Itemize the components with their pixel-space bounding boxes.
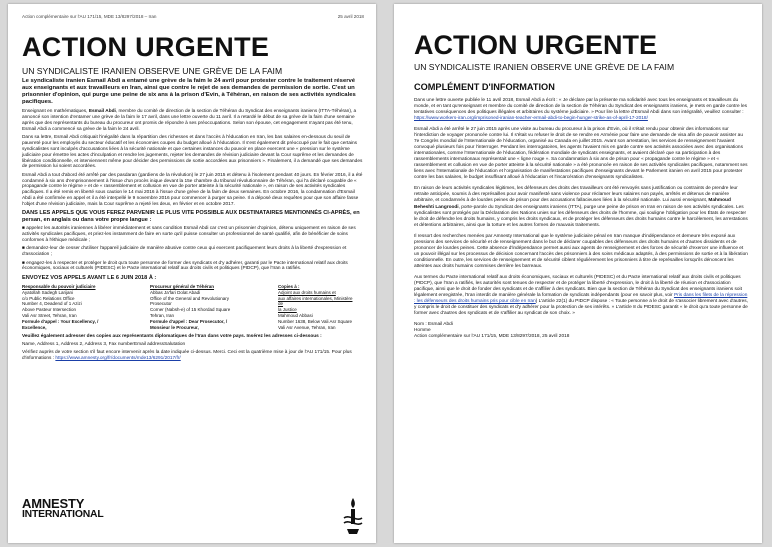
header-date: 25 avril 2018: [337, 14, 364, 19]
paragraph: Dans une lettre ouverte publiée le 11 avril 2018, Esmail Abdi a écrit : « Je déclare par la présente ma solidarité avec tous les enseignants et travailleurs du monde, et en tant qu'enseignant et membre du comité de direction de la section de Téhéran du Syndicat des enseignants iraniens, je mets en garde contre les tentatives conséquences des politiques illégales et arbitraires du système judiciaire. » Pour lire la lettre d'Esmail Abdi dans son intégralité, veuillez consulter : https://www.workers-iran.org/imprisoned-iranian-teacher-ermail-abdi-to-begin-hunger-strike-as-of-april-17-2018/: [414, 98, 747, 122]
page-subtitle: UN SYNDICALISTE IRANIEN OBSERVE UNE GRÈVE DE LA FAIM: [414, 62, 675, 72]
page-header: [22, 14, 364, 19]
addressees: [22, 284, 364, 331]
paragraph: Aux termes du Pacte international relatif aux droits économiques, sociaux et culturels (PIDESC) et du Pacte international relatif aux droits civils et politiques (PIDCP), que l'Iran a ratifiés, les autorités sont tenues de respecter et de protéger la liberté d'expression, le droit à la liberté de réunion et d'association pacifique, ainsi que le droit de fonder des syndicats et de s'affilier à des syndicats. Bien que la section de Téhéran du Syndicat des enseignants iraniens soit légalement enregistrée, l'Iran interdit de manière générale la formation de syndicats indépendants (pour en savoir plus, voir Pris dans les filets de la répression : les défenseurs des droits humains pris pour cible en Iran) L'article 22(1) du PIDCP dispose : « Toute personne a le droit de s'associer librement avec d'autres, y compris le droit de constituer des syndicats et d'y adhérer pour la protection de ses intérêts. » L'article 8 du PIDESC garantit « le droit qu'a toute personne de former avec d'autres des syndicats et de s'affilier au syndicat de son choix. »: [414, 274, 748, 316]
document-page-1: [8, 4, 376, 543]
verify-note: Vérifiez auprès de votre section s'il faut encore intervenir après la date indiquée ci-dessus. Merci. Ceci est la quatrième mise à jour de l'AU 171/15. Pour plus d'informations : https://www.amnesty.org/fr/documents/mde13/6291/2017/fr/: [22, 350, 352, 362]
report-link[interactable]: Pris dans les filets de la répression : les défenseurs des droits humains pris pour cible en Iran: [414, 292, 748, 304]
address-prosecutor: Procureur général de Téhéran Abbas Ja'fari Dolat Abadi Office of the General and Revolutionary Prosecutor Corner (Nabsh-e) of 15 Khordad Square Tehran, Iran Formule d'appel : Dear Prosecutor, / Monsieur le Procureur,: [150, 283, 231, 330]
address-judiciary: Responsable du pouvoir judiciaire Ayatollah Sadegh Larijani c/o Public Relations Office Number 4, Deadend of 1 Azizi Above Pasteur Intersection Vali Asr Street, Tehran, Iran Formule d'appel : Your Excellency, / Excellence,: [22, 283, 99, 330]
address-copies: Copies à : Adjoint aux droits humains et aux affaires internationales, Ministère de la Justice Mahmoud Abbasi Number 1638, Below Vali Asr Square Vali Asr Avenue, Tehran, Iran: [278, 283, 353, 330]
letter-link[interactable]: https://www.workers-iran.org/imprisoned-iranian-teacher-ermail-abdi-to-begin-hunger-strike-as-of-april-17-2018/: [414, 116, 648, 122]
paragraph: Esmail Abdi a été arrêté le 27 juin 2015 après une visite au bureau du procureur à la prison d'Evin, où il s'était rendu pour obtenir des informations sur l'interdiction de voyager prononcée contre lui. Il s'était vu refuser le droit de se rendre en Arménie pour faire une demande de visa afin de pouvoir assister au 7e Congrès mondial de l'Internationale de l'éducation, organisé au Canada en juillet 2015. Avant son arrestation, les services de renseignement l'avaient convoqué plusieurs fois pour l'interroger. Pendant les interrogatoires, les agents l'avaient mis en garde contre ses activités associées avec des organisations internationales, comme l'Internationale de l'éducation, fédération mondiale de syndicats enseignants, et avaient déclaré que sa participation à des rassemblements internationaux représentait une « ligne rouge ». Sa condamnation à six ans de prison pour « propagande contre le régime » et « rassemblement et collusion en vue de porter atteinte à la sécurité nationale » a été prononcée en raison de ses activités syndicales pacifiques, notamment ses liens avec l'Internationale de l'éducation et l'organisation de manifestations pacifiques d'enseignants devant le Parlement iranien en avril 2015 pour protester contre les bas salaires, le budget insuffisant alloué à l'éducation et l'incarcération d'enseignants syndicalistes.: [414, 127, 748, 181]
diplomat-fields: Name, Address 1, Address 2, Address 3, Fax numberEmail addressSalutation: [22, 342, 186, 348]
call-heading: DANS LES APPELS QUE VOUS FEREZ PARVENIR LE PLUS VITE POSSIBLE AUX DESTINATAIRES MENTIONNÉS CI-APRÈS, en persan, en anglais ou dans votre propre langue :: [22, 210, 360, 224]
more-info-link[interactable]: https://www.amnesty.org/fr/documents/mde13/6291/2017/fr/: [55, 356, 181, 362]
page-subtitle: UN SYNDICALISTE IRANIEN OBSERVE UNE GRÈVE DE LA FAIM: [22, 66, 283, 76]
page-body: [22, 78, 364, 365]
paragraph: En raison de leurs activités syndicales légitimes, les défenseurs des droits des travailleurs ont été renvoyés sans justification ou contraints de prendre leur retraite anticipée, soumis à des représailles pour avoir manifesté sans violence pour réclamer leurs salaires non payés, arrêtés et détenus de manière arbitraire, et condamnés à de lourdes peines de prison pour des accusations fallacieuses liées à la sécurité nationale. Lui aussi enseignant, Mahmoud Beheshti Langroodi, porte-parole du Syndicat des enseignants iraniens (ITTA), purge une peine de prison en Iran en raison de ses activités syndicales. Les syndicalistes sont protégés par la Déclaration des Nations unies sur les défenseurs des droits de l'homme, qui souligne l'obligation pour les États de respecter le droit de défendre les droits humains, y compris les droits syndicaux, et de protéger les défenseurs des droits humains contre le harcèlement, les arrestations et détentions arbitraires, ainsi que la torture et les autres formes de mauvais traitements.: [414, 186, 748, 228]
send-heading: ENVOYEZ VOS APPELS AVANT LE 6 JUIN 2018 À :: [22, 274, 157, 281]
page-title: ACTION URGENTE: [22, 32, 270, 62]
section-heading: COMPLÉMENT D'INFORMATION: [414, 82, 555, 92]
call-item: ■ appelez les autorités iraniennes à libérer immédiatement et sans condition Esmail Abdi car c'est un prisonnier d'opinion, détenu uniquement en raison de ses activités syndicales pacifiques, et priez-les instamment de faire en sorte qu'il puisse consulter un professionnel de santé qualifié, afin de bénéficier de soins conformes à l'éthique médicale ;: [22, 226, 356, 243]
signature-gender: Homme: [414, 328, 431, 334]
paragraph: Enseignant en mathématiques, Esmail Abdi, membre du comité de direction de la section de Téhéran du Syndicat des enseignants iraniens (ITTA-Téhéran), a annoncé son intention d'entamer une grève de la faim le 17 avril, dans une lettre ouverte du 11 avril. Il a retardé le début de sa grève de la faim d'une semaine après que des représentants du bureau du procureur ont promis de répondre à ses préoccupations. Selon son épouse, cet engagement n'ayant pas été tenu, Esmail Abdi a commencé sa grève de la faim le 24 avril.: [22, 109, 357, 132]
lead-paragraph: Le syndicaliste iranien Esmail Abdi a entamé une grève de la faim le 24 avril pour protester contre le traitement réservé aux enseignants et aux travailleurs en Iran, ainsi que contre le rejet de ses demandes de permission de sortie. C'est un prisonnier d'opinion, qui purge une peine de six ans à la prison d'Evin, à Téhéran, en raison de ses activités syndicales pacifiques.: [22, 78, 356, 106]
amnesty-logo: AMNESTY INTERNATIONAL: [22, 496, 104, 521]
paragraph: Il ressort des recherches menées par Amnesty International que le système judiciaire pénal en Iran manque d'indépendance et demeure très exposé aux pressions des services de sécurité et de renseignement dans le but de déclarer coupables des défenseurs des droits humains et d'autres dissidents et de prononcer de lourdes peines. Cette absence d'indépendance permet aussi aux agents de renseignement et des forces de sécurité d'exercer une influence et un pouvoir illégal sur les processus de décision concernant l'accès des prisonniers à des soins médicaux adaptés, à des permissions de sortie et à la libération conditionnelle. En outre, les services de renseignement et de sécurité ciblent régulièrement les prisonniers à titre de représailles lorsqu'ils dénoncent les atteintes aux droits humains commises derrière les barreaux.: [414, 233, 748, 269]
header-reference: Action complémentaire sur l'AU 171/15, MDE 13/8297/2018 – Iran: [22, 14, 157, 19]
paragraph: Dans sa lettre, Esmail Abdi critiquait l'inégalité dans la répartition des richesses et dans l'accès à l'éducation en Iran, les bas salaires en-dessous du seuil de pauvreté pour les employés du secteur éducatif et les économies coupes du budget alloué à l'éducation. Il s'est également dit préoccupé par le fait que certains syndicalistes sont inculpés d'accusations liées à la sécurité nationale et que certaines instances du pouvoir en place exercent une « pression sur le système judiciaire pour émettre les actes d'inculpation et rendre les jugements, rejeter les demandes de révision judiciaire devant la Cour suprême et les demandes de libération conditionnelle, et interviennent même pour décider des permissions de sortie accordées aux prisonniers ». Finalement, il a demandé que ses demandes de permission lui soient accordées.: [22, 135, 363, 170]
signature-reference: Action complémentaire sur l'AU 171/15, MDE 13/8297/2018, 25 avril 2018: [414, 334, 570, 340]
diplomat-note: Veuillez également adresser des copies aux représentants diplomatiques de l'Iran dans votre pays. Insérez les adresses ci-dessous :: [22, 333, 322, 339]
call-item: ■ demandez-leur de cesser d'utiliser l'appareil judiciaire de manière abusive contre ceux qui exercent pacifiquement leurs droits à la liberté d'expression et d'association ;: [22, 246, 347, 258]
signature-name: Nom : Esmail Abdi: [414, 322, 453, 328]
call-item: ■ engagez-les à respecter et protéger le droit qu'a toute personne de former des syndicats et d'y adhérer, garanti par le Pacte international relatif aux droits économiques, sociaux et culturels (PIDESC) et le Pacte international relatif aux droits civils et politiques (PIDCP), que l'Iran a ratifiés.: [22, 260, 348, 272]
paragraph: Esmail Abdi a tout d'abord été arrêté par des pasdaran (gardiens de la révolution) le 27 juin 2015 et détenu à l'isolement pendant 40 jours. En février 2016, il a été condamné à six ans d'emprisonnement à l'issue d'un procès inique devant la 15e chambre du tribunal révolutionnaire de Téhéran, qui l'a déclaré coupable de « propagande contre le régime » et de « rassemblement et collusion en vue de porter atteinte à la sécurité nationale », en raison de ses activités syndicales pacifiques. Il a été remis en liberté sous caution le 14 mai 2016 à l'issue d'une grève de la faim de deux semaines. En octobre 2016, la condamnation d'Esmail Abdi a été confirmée en appel et il a été interpellé le 9 novembre 2016 pour commencer à purger sa peine. Il a déposé deux requêtes pour que son affaire fasse l'objet d'une révision judiciaire, mais la Cour suprême a rejeté les deux, en février et en octobre 2017.: [22, 172, 363, 207]
document-page-2: [394, 4, 762, 543]
page-body: [414, 98, 748, 340]
candle-barbed-wire-icon: [341, 496, 365, 536]
page-title: ACTION URGENTE: [414, 30, 657, 60]
